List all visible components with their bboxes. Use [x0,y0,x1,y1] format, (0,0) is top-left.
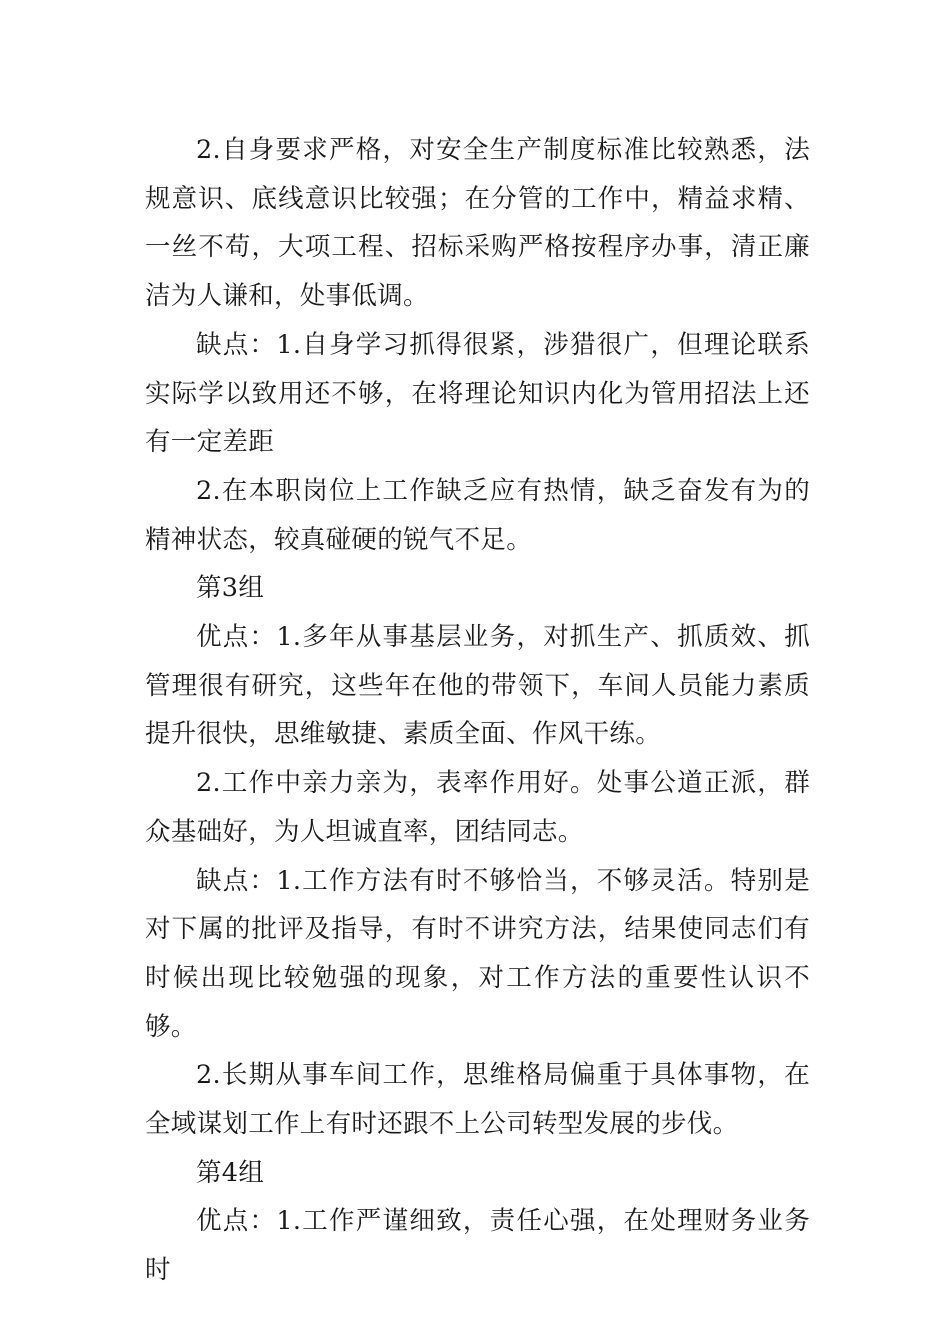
group-heading-3: 第3组 [196,573,265,604]
paragraph-1: 2.自身要求严格，对安全生产制度标准比较熟悉，法规意识、底线意识比较强；在分管的工作中，精益求精、一丝不苟，大项工程、招标采购严格按程序办事，清正廉洁为人谦和，处事低调。 [145,135,810,312]
group-heading-4: 第4组 [196,1157,265,1188]
paragraph-6: 缺点：1.工作方法有时不够恰当，不够灵活。特别是对下属的批评及指导，有时不讲究方法，结果使同志们有时候出现比较勉强的现象，对工作方法的重要性认识不够。 [145,865,810,1042]
document-body [145,126,810,1295]
paragraph-8: 优点：1.工作严谨细致，责任心强，在处理财务业务时 [145,1206,810,1286]
paragraph-7: 2.长期从事车间工作，思维格局偏重于具体事物，在全域谋划工作上有时还跟不上公司转型发展的步伐。 [145,1060,810,1140]
paragraph-2: 缺点：1.自身学习抓得很紧，涉猎很广，但理论联系实际学以致用还不够，在将理论知识内化为管用招法上还有一定差距 [145,329,810,458]
paragraph-5: 2.工作中亲力亲为，表率作用好。处事公道正派，群众基础好，为人坦诚直率，团结同志。 [145,768,810,847]
paragraph-4: 优点：1.多年从事基层业务，对抓生产、抓质效、抓管理很有研究，这些年在他的带领下，车间人员能力素质提升很快，思维敏捷、素质全面、作风干练。 [145,622,810,750]
paragraph-3: 2.在本职岗位上工作缺乏应有热情，缺乏奋发有为的精神状态，较真碰硬的锐气不足。 [145,475,810,555]
